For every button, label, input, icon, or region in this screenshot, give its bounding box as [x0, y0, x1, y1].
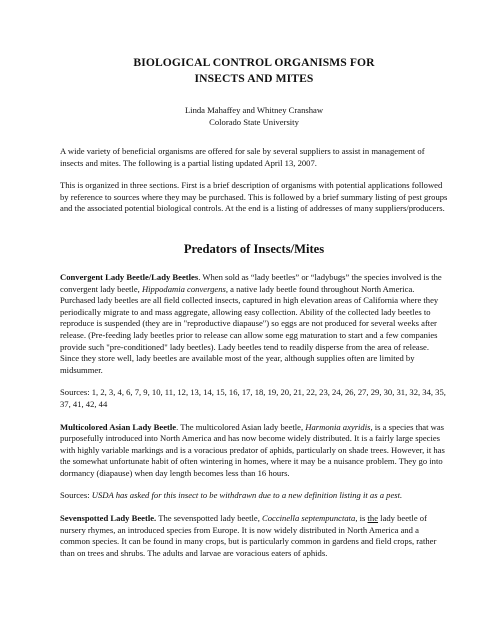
section-heading: Predators of Insects/Mites: [183, 241, 325, 256]
intro-paragraph-1: A wide variety of beneficial organisms are offered for sale by several suppliers to assist in management of insects and mites. The following is a partial listing updated April 13, 2007.: [60, 146, 425, 168]
document-title: [60, 55, 448, 87]
asian-lead: Multicolored Asian Lady Beetle: [60, 421, 177, 432]
asian-sources-label: Sources:: [60, 490, 92, 501]
asian-paragraph: [60, 422, 448, 480]
sevenspotted-lead: Sevenspotted Lady Beetle.: [60, 513, 157, 524]
convergent-lead: Convergent Lady Beetle/Lady Beetles: [60, 271, 199, 282]
sevenspotted-text-1: The sevenspotted lady beetle,: [156, 513, 263, 524]
intro-paragraph-2: This is organized in three sections. First is a brief description of organisms with potential applications followed by reference to sources where they may be purchased. This is followed by a brief summary listing of pest groups and the associated potential biological controls. At the end is a listing of addresses of many suppliers/producers.: [60, 180, 448, 214]
author-affiliation: Colorado State University: [209, 116, 299, 127]
sevenspotted-text-2: , is: [355, 513, 368, 524]
asian-sources-note: USDA has asked for this insect to be withdrawn due to a new definition listing it as a pest.: [91, 490, 403, 501]
asian-text-1: . The multicolored Asian lady beetle,: [176, 421, 306, 432]
sevenspotted-scientific-name: Coccinella septempunctata: [262, 513, 356, 524]
asian-scientific-name: Harmonia axyridis: [305, 421, 371, 432]
sevenspotted-paragraph: [60, 513, 448, 559]
title-line-1: BIOLOGICAL CONTROL ORGANISMS FOR: [133, 56, 375, 69]
asian-text-2: , is a species that was purposefully introduced into North America and has now become widely distributed. It is a fairly large species with highly variable markings and is a voracious predator of aphids, particularly on shade trees. However, it has the somewhat unfortunate habit of often wintering in homes, where it may be a nuisance problem. They go into dormancy (diapause) when day length becomes less than 16 hours.: [60, 421, 445, 478]
title-line-2: INSECTS AND MITES: [194, 72, 314, 85]
convergent-scientific-name: Hippodamia convergens: [141, 283, 226, 294]
convergent-paragraph: [60, 272, 448, 376]
sevenspotted-text-3: lady beetle of nursery rhymes, an introduced species from Europe. It is now widely distributed in North America and a common species. It can be found in many crops, but is particularly common in gardens and field crops, rather than on trees and shrubs. The adults and larvae are voracious eaters of aphids.: [60, 513, 437, 558]
convergent-text-2: , a native lady beetle found throughout North America. Purchased lady beetles are all field collected insects, captured in high elevation areas of California where they periodically migrate to and mass aggregate, allowing easy collection. Ability of the collected lady beetles to reproduce is suspended (they are in "reproductive diapause") so eggs are not produced for several weeks after release. (Pre-feeding lady beetles prior to release can allow some egg maturation to start and a few companies provide such "pre-conditioned" lady beetles). Lady beetles tend to readily disperse from the area of release. Since they store well, lady beetles are available most of the year, although supplies often are limited by midsummer.: [60, 283, 439, 375]
sevenspotted-underlined-word: the: [367, 513, 379, 524]
authors-block: [60, 105, 448, 128]
convergent-sources: Sources: 1, 2, 3, 4, 6, 7, 9, 10, 11, 12, 13, 14, 15, 16, 17, 18, 19, 20, 21, 22, 23, 24, 26, 27, 29, 30, 31, 32, 34, 35, 37, 41, 42, 44: [60, 387, 446, 409]
convergent-text-1: . When sold as “lady beetles” or “ladybugs” the species involved is the convergent lady beetle,: [60, 271, 442, 294]
asian-sources: [60, 490, 448, 502]
document-page: [60, 55, 448, 559]
author-names: Linda Mahaffey and Whitney Cranshaw: [184, 105, 324, 115]
